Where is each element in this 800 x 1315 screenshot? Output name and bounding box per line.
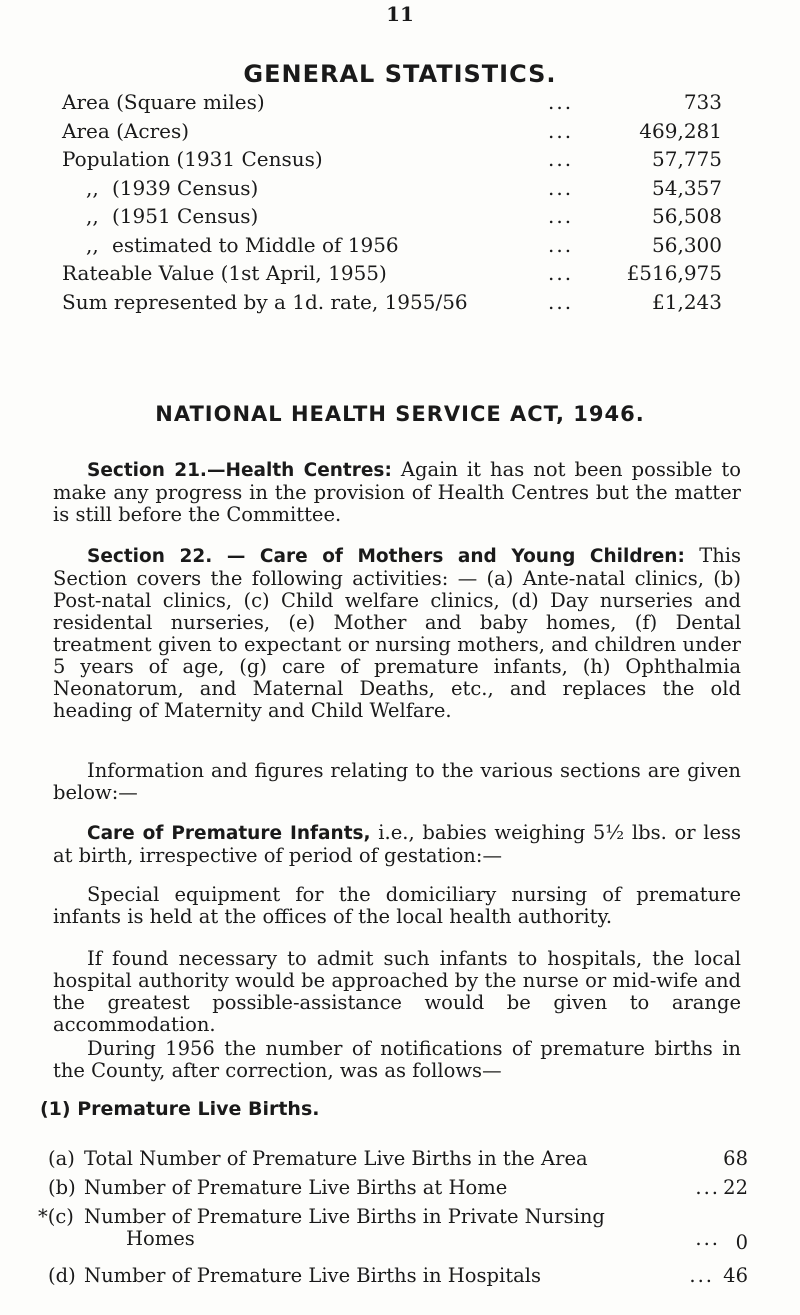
section-21-text: Again it has not been possible to make any progress in the provision of Health Centres but the matter is still before the Committee. bbox=[53, 458, 741, 526]
item-marker: (d) bbox=[48, 1264, 76, 1287]
stat-row bbox=[62, 231, 722, 260]
stat-row bbox=[62, 174, 722, 203]
stat-value: 54,357 bbox=[652, 175, 722, 200]
section-22-title: Section 22. — Care of Mothers and Young Children: bbox=[87, 546, 685, 567]
stat-value: 56,300 bbox=[652, 232, 722, 257]
item-leader: ... bbox=[689, 1264, 714, 1287]
list-item bbox=[38, 1205, 748, 1256]
stat-row bbox=[62, 88, 722, 117]
general-statistics-table bbox=[62, 88, 722, 316]
section-22-text: This Section covers the following activities: — (a) Ante-natal clinics, (b) Post-natal clinics, (c) Child welfare clinics, (d) Day nurseries and residental nurseries, (e) Mother and baby homes, (f) Dental treatment given to expectant or nursing mothers, and children under 5 years of age, (g) care of premature infants, (h) Ophthalmia Neonatorum, and Maternal Deaths, etc., and replaces the old heading of Maternity and Child Welfare. bbox=[53, 544, 742, 722]
section-22-paragraph bbox=[53, 545, 741, 722]
special-equipment-paragraph bbox=[53, 884, 741, 928]
item-marker: *(c) bbox=[38, 1205, 74, 1228]
ditto-mark: ,, bbox=[86, 232, 99, 257]
special-equipment-text: Special equipment for the domiciliary nursing of premature infants is held at the offices of the local health authority. bbox=[53, 883, 741, 928]
stat-label-text: estimated to Middle of 1956 bbox=[112, 232, 399, 257]
stat-row bbox=[62, 259, 722, 288]
stat-label: Rateable Value (1st April, 1955) bbox=[62, 261, 387, 285]
ditto-mark: ,, bbox=[86, 204, 99, 228]
stat-leader: ... bbox=[548, 118, 574, 143]
premature-live-births-heading: (1) Premature Live Births. bbox=[40, 1098, 320, 1120]
ditto-mark: ,, bbox=[86, 175, 99, 200]
stat-value: 56,508 bbox=[652, 204, 722, 228]
section-21-paragraph bbox=[53, 459, 741, 526]
stat-label: Sum represented by a 1d. rate, 1955/56 bbox=[62, 289, 468, 314]
nhs-act-heading: NATIONAL HEALTH SERVICE ACT, 1946. bbox=[155, 402, 645, 426]
item-text: Number of Premature Live Births in Hospitals bbox=[84, 1264, 541, 1287]
information-paragraph bbox=[53, 760, 741, 804]
notifications-text: During 1956 the number of notifications of premature births in the County, after correction, was as follows— bbox=[53, 1037, 741, 1082]
item-leader: ... bbox=[695, 1227, 720, 1250]
stat-leader: ... bbox=[548, 289, 574, 314]
hospital-admission-paragraph bbox=[53, 948, 741, 1036]
premature-care-paragraph bbox=[53, 822, 741, 867]
stat-label bbox=[86, 174, 258, 203]
stat-label bbox=[86, 202, 258, 231]
stat-label: Population (1931 Census) bbox=[62, 147, 323, 171]
item-value: 68 bbox=[723, 1147, 748, 1170]
stat-leader: ... bbox=[548, 175, 574, 200]
stat-value: 469,281 bbox=[639, 118, 722, 143]
stat-row bbox=[62, 202, 722, 231]
information-text: Information and figures relating to the various sections are given below:— bbox=[53, 759, 741, 804]
stat-leader: ... bbox=[548, 232, 574, 257]
stat-leader: ... bbox=[548, 204, 574, 228]
item-text: Total Number of Premature Live Births in the Area bbox=[84, 1147, 588, 1170]
stat-row bbox=[62, 117, 722, 146]
general-statistics-heading: GENERAL STATISTICS. bbox=[243, 60, 557, 88]
premature-care-title: Care of Premature Infants, bbox=[87, 823, 371, 844]
stat-value: 733 bbox=[683, 90, 722, 114]
item-text: Number of Premature Live Births in Private Nursing bbox=[84, 1205, 605, 1228]
stat-leader: ... bbox=[548, 147, 574, 171]
stat-value: £516,975 bbox=[626, 261, 722, 285]
item-value: 0 bbox=[735, 1231, 748, 1254]
stat-value: 57,775 bbox=[652, 147, 722, 171]
stat-label-text: (1939 Census) bbox=[112, 175, 259, 200]
stat-row bbox=[62, 145, 722, 174]
stat-label bbox=[86, 231, 399, 260]
stat-leader: ... bbox=[548, 90, 574, 114]
hospital-admission-text: If found necessary to admit such infants to hospitals, the local hospital authority would be approached by the nurse or mid-wife and the greatest possible-assistance would be given to arange accommodation. bbox=[53, 947, 741, 1036]
item-value: 46 bbox=[723, 1264, 748, 1287]
item-marker: (a) bbox=[48, 1147, 75, 1170]
stat-label: Area (Acres) bbox=[62, 118, 190, 143]
item-text-continued: Homes bbox=[126, 1227, 195, 1250]
item-text: Number of Premature Live Births at Home bbox=[84, 1176, 508, 1199]
stat-leader: ... bbox=[548, 261, 574, 285]
premature-care-text: i.e., babies weighing 5½ lbs. or less at birth, irrespective of period of gestation:— bbox=[53, 821, 741, 867]
item-marker: (b) bbox=[48, 1176, 76, 1199]
stat-label-text: (1951 Census) bbox=[112, 204, 259, 228]
stat-label: Area (Square miles) bbox=[62, 90, 265, 114]
item-value: 22 bbox=[723, 1176, 748, 1199]
stat-value: £1,243 bbox=[652, 289, 722, 314]
page-number: 11 bbox=[386, 2, 414, 26]
section-21-title: Section 21.—Health Centres: bbox=[87, 460, 392, 481]
stat-row bbox=[62, 288, 722, 317]
notifications-paragraph bbox=[53, 1038, 741, 1082]
item-leader: ... bbox=[695, 1176, 720, 1199]
